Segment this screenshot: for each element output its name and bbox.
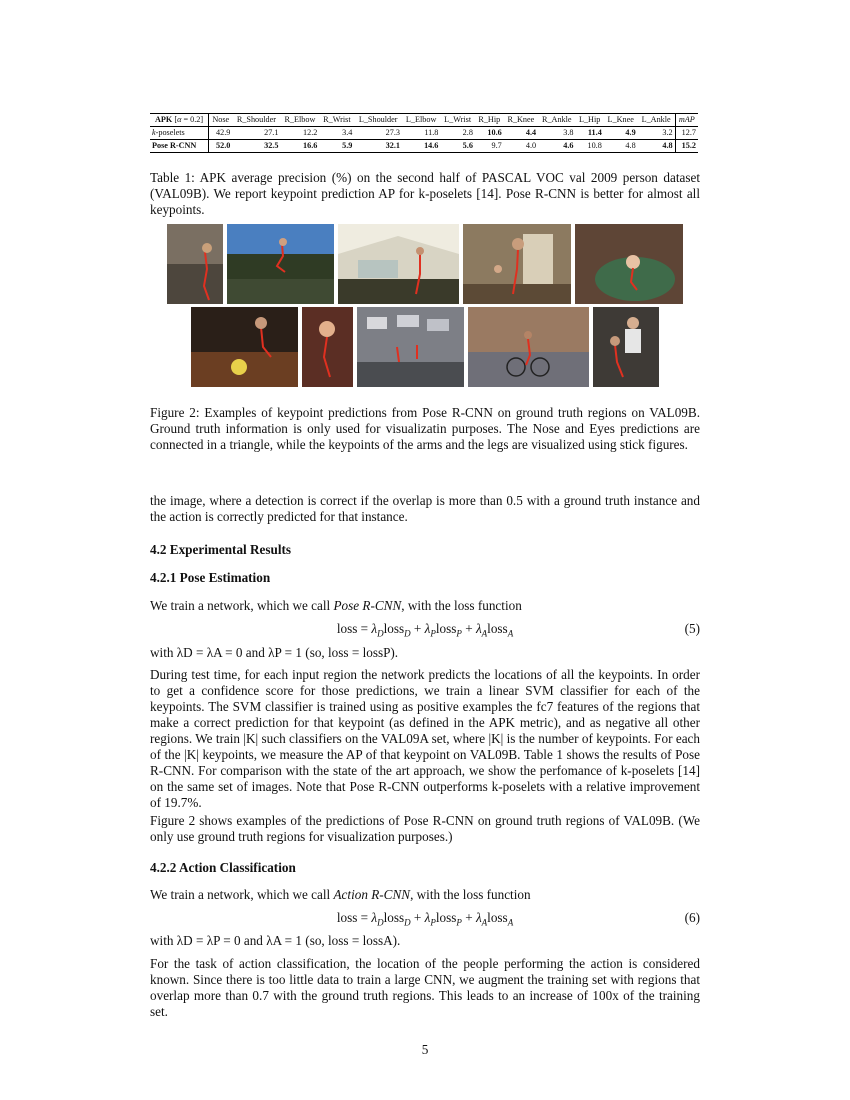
table-cell: 4.6 [538, 140, 575, 153]
table-cell: 27.3 [385, 128, 400, 137]
table-cell: 3.2 [662, 128, 673, 137]
paragraph-pose-intro: We train a network, which we call Pose R-CNN, with the loss function [150, 598, 522, 613]
table-cell: 5.6 [440, 140, 475, 153]
table-cell: 42.9 [216, 128, 231, 137]
table-cell: 14.6 [402, 140, 440, 153]
table-cell: 2.8 [462, 128, 473, 137]
table-cell: 11.8 [424, 128, 439, 137]
figure-photo [593, 307, 659, 387]
table-header-row [150, 114, 698, 127]
apk-results-table [150, 113, 698, 153]
col-r-hip: R_Hip [475, 114, 504, 127]
table-cell: 5.9 [319, 140, 354, 153]
equation-6 [150, 910, 700, 926]
table-caption: Table 1: APK average precision (%) on the second half of PASCAL VOC val 2009 person dataset (VAL09B). We report keypoint prediction AP for k-poselets [14]. Pose R-CNN is better for almost all keypoints. [150, 170, 700, 217]
paragraph-test-time: During test time, for each input region the network predicts the locations of all the keypoints. In order to get a confidence score for those predictions, we train a linear SVM classifier for each of the keypoints. The SVM classifier is trained using as positive examples the fc7 features of the regions that make a correct prediction for that keypoint (as defined in the APK metric), and as negative all other regions. We train |K| such classifiers on the VAL09A set, where |K| is the number of keypoints. For each of the |K| keypoints, we measure the AP of that keypoint on VAL09B. Table 1 shows the results of Pose R-CNN. For comparison with the state of the art approach, we show the perfomance of k-poselets [14] on the same set of images. Note that Pose R-CNN outperforms k-poselets with a relative improvement of 19.7%. [150, 667, 700, 810]
table-cell: 4.9 [625, 128, 636, 137]
paragraph: the image, where a detection is correct if the overlap is more than 0.5 with a ground truth instance and the action is correctly predicted for that instance. [150, 493, 700, 524]
equation-number: (6) [684, 910, 700, 925]
col-l-shoulder: L_Shoulder [354, 114, 402, 127]
figure-photo [167, 224, 223, 304]
figure-photo [463, 224, 571, 304]
table-header-first: APK [α = 0.2] [150, 114, 209, 127]
col-l-ankle: L_Ankle [638, 114, 675, 127]
equation-number: (5) [684, 621, 700, 636]
table-cell: 4.8 [638, 140, 675, 153]
figure-photo [227, 224, 334, 304]
table-cell: 52.0 [209, 140, 233, 153]
table-cell: 4.4 [525, 128, 537, 137]
equation-5 [150, 621, 700, 637]
col-l-hip: L_Hip [576, 114, 604, 127]
table-cell: 15.2 [675, 140, 698, 153]
figure-photo [338, 224, 459, 304]
table-cell: 16.6 [280, 140, 319, 153]
table-cell: 27.1 [264, 128, 279, 137]
col-nose: Nose [209, 114, 233, 127]
paragraph-action: For the task of action classification, the location of the people performing the action is considered known. Since there is too little data to train a large CNN, we augment the training set with regions that overlap more than 0.7 with the ground truth regions. This leads to an increase of 100x of the training set. [150, 956, 700, 1019]
page-number: 5 [421, 1042, 429, 1057]
section-heading-4-2: 4.2 Experimental Results [150, 542, 292, 557]
figure-photo [575, 224, 683, 304]
col-r-elbow: R_Elbow [280, 114, 319, 127]
col-r-ankle: R_Ankle [538, 114, 575, 127]
table-cell: 32.1 [354, 140, 402, 153]
section-heading-4-2-2: 4.2.2 Action Classification [150, 860, 296, 875]
table-cell: 3.4 [342, 128, 353, 137]
table-cell: 32.5 [232, 140, 280, 153]
figure-photo [302, 307, 353, 387]
col-map: mAP [675, 114, 698, 127]
table-cell: 4.0 [504, 140, 538, 153]
col-l-knee: L_Knee [604, 114, 638, 127]
figure-caption: Figure 2: Examples of keypoint predictions from Pose R-CNN on ground truth regions on VAL09B. Ground truth information is only used for visualizatin purposes. The Nose and Eyes predictions are connected in a triangle, while the keypoints of the arms and the legs are visualized using stick figures. [150, 405, 700, 452]
equation-body: loss = $\lambda_Dloss_D$ + $\lambda_Ploss_P$ + $\lambda_Aloss_A$ [336, 910, 514, 928]
equation-6-condition: with λD = λP = 0 and λA = 1 (so, loss = lossA). [150, 933, 401, 948]
table-row [150, 140, 698, 153]
col-l-elbow: L_Elbow [402, 114, 440, 127]
col-r-knee: R_Knee [504, 114, 538, 127]
table-cell: 10.6 [487, 128, 502, 137]
paragraph-figure-2: Figure 2 shows examples of the predictions of Pose R-CNN on ground truth regions of VAL09B. (We only use ground truth regions for visualization purposes.) [150, 813, 700, 844]
figure-photo [191, 307, 298, 387]
table-cell: 11.4 [587, 128, 602, 137]
col-r-shoulder: R_Shoulder [232, 114, 280, 127]
col-r-wrist: R_Wrist [319, 114, 354, 127]
table-cell: 3.8 [563, 128, 574, 137]
table-row [150, 127, 698, 140]
equation-body: loss = $\lambda_Dloss_D$ + $\lambda_Ploss_P$ + $\lambda_Aloss_A$ [336, 621, 514, 639]
table-cell: 4.8 [604, 140, 638, 153]
table-cell: 9.7 [475, 140, 504, 153]
paragraph-action-intro: We train a network, which we call Action R-CNN, with the loss function [150, 887, 531, 902]
row-label-pose-rcnn: Pose R-CNN [150, 140, 209, 153]
table-cell: 12.2 [303, 128, 318, 137]
table-cell: 12.7 [675, 127, 698, 140]
table-cell: 10.8 [576, 140, 604, 153]
row-label-kposelets: k-poselets [150, 127, 209, 140]
figure-photo [357, 307, 464, 387]
equation-5-condition: with λD = λA = 0 and λP = 1 (so, loss = lossP). [150, 645, 399, 660]
figure-photo [468, 307, 589, 387]
section-heading-4-2-1: 4.2.1 Pose Estimation [150, 570, 271, 585]
col-l-wrist: L_Wrist [440, 114, 475, 127]
